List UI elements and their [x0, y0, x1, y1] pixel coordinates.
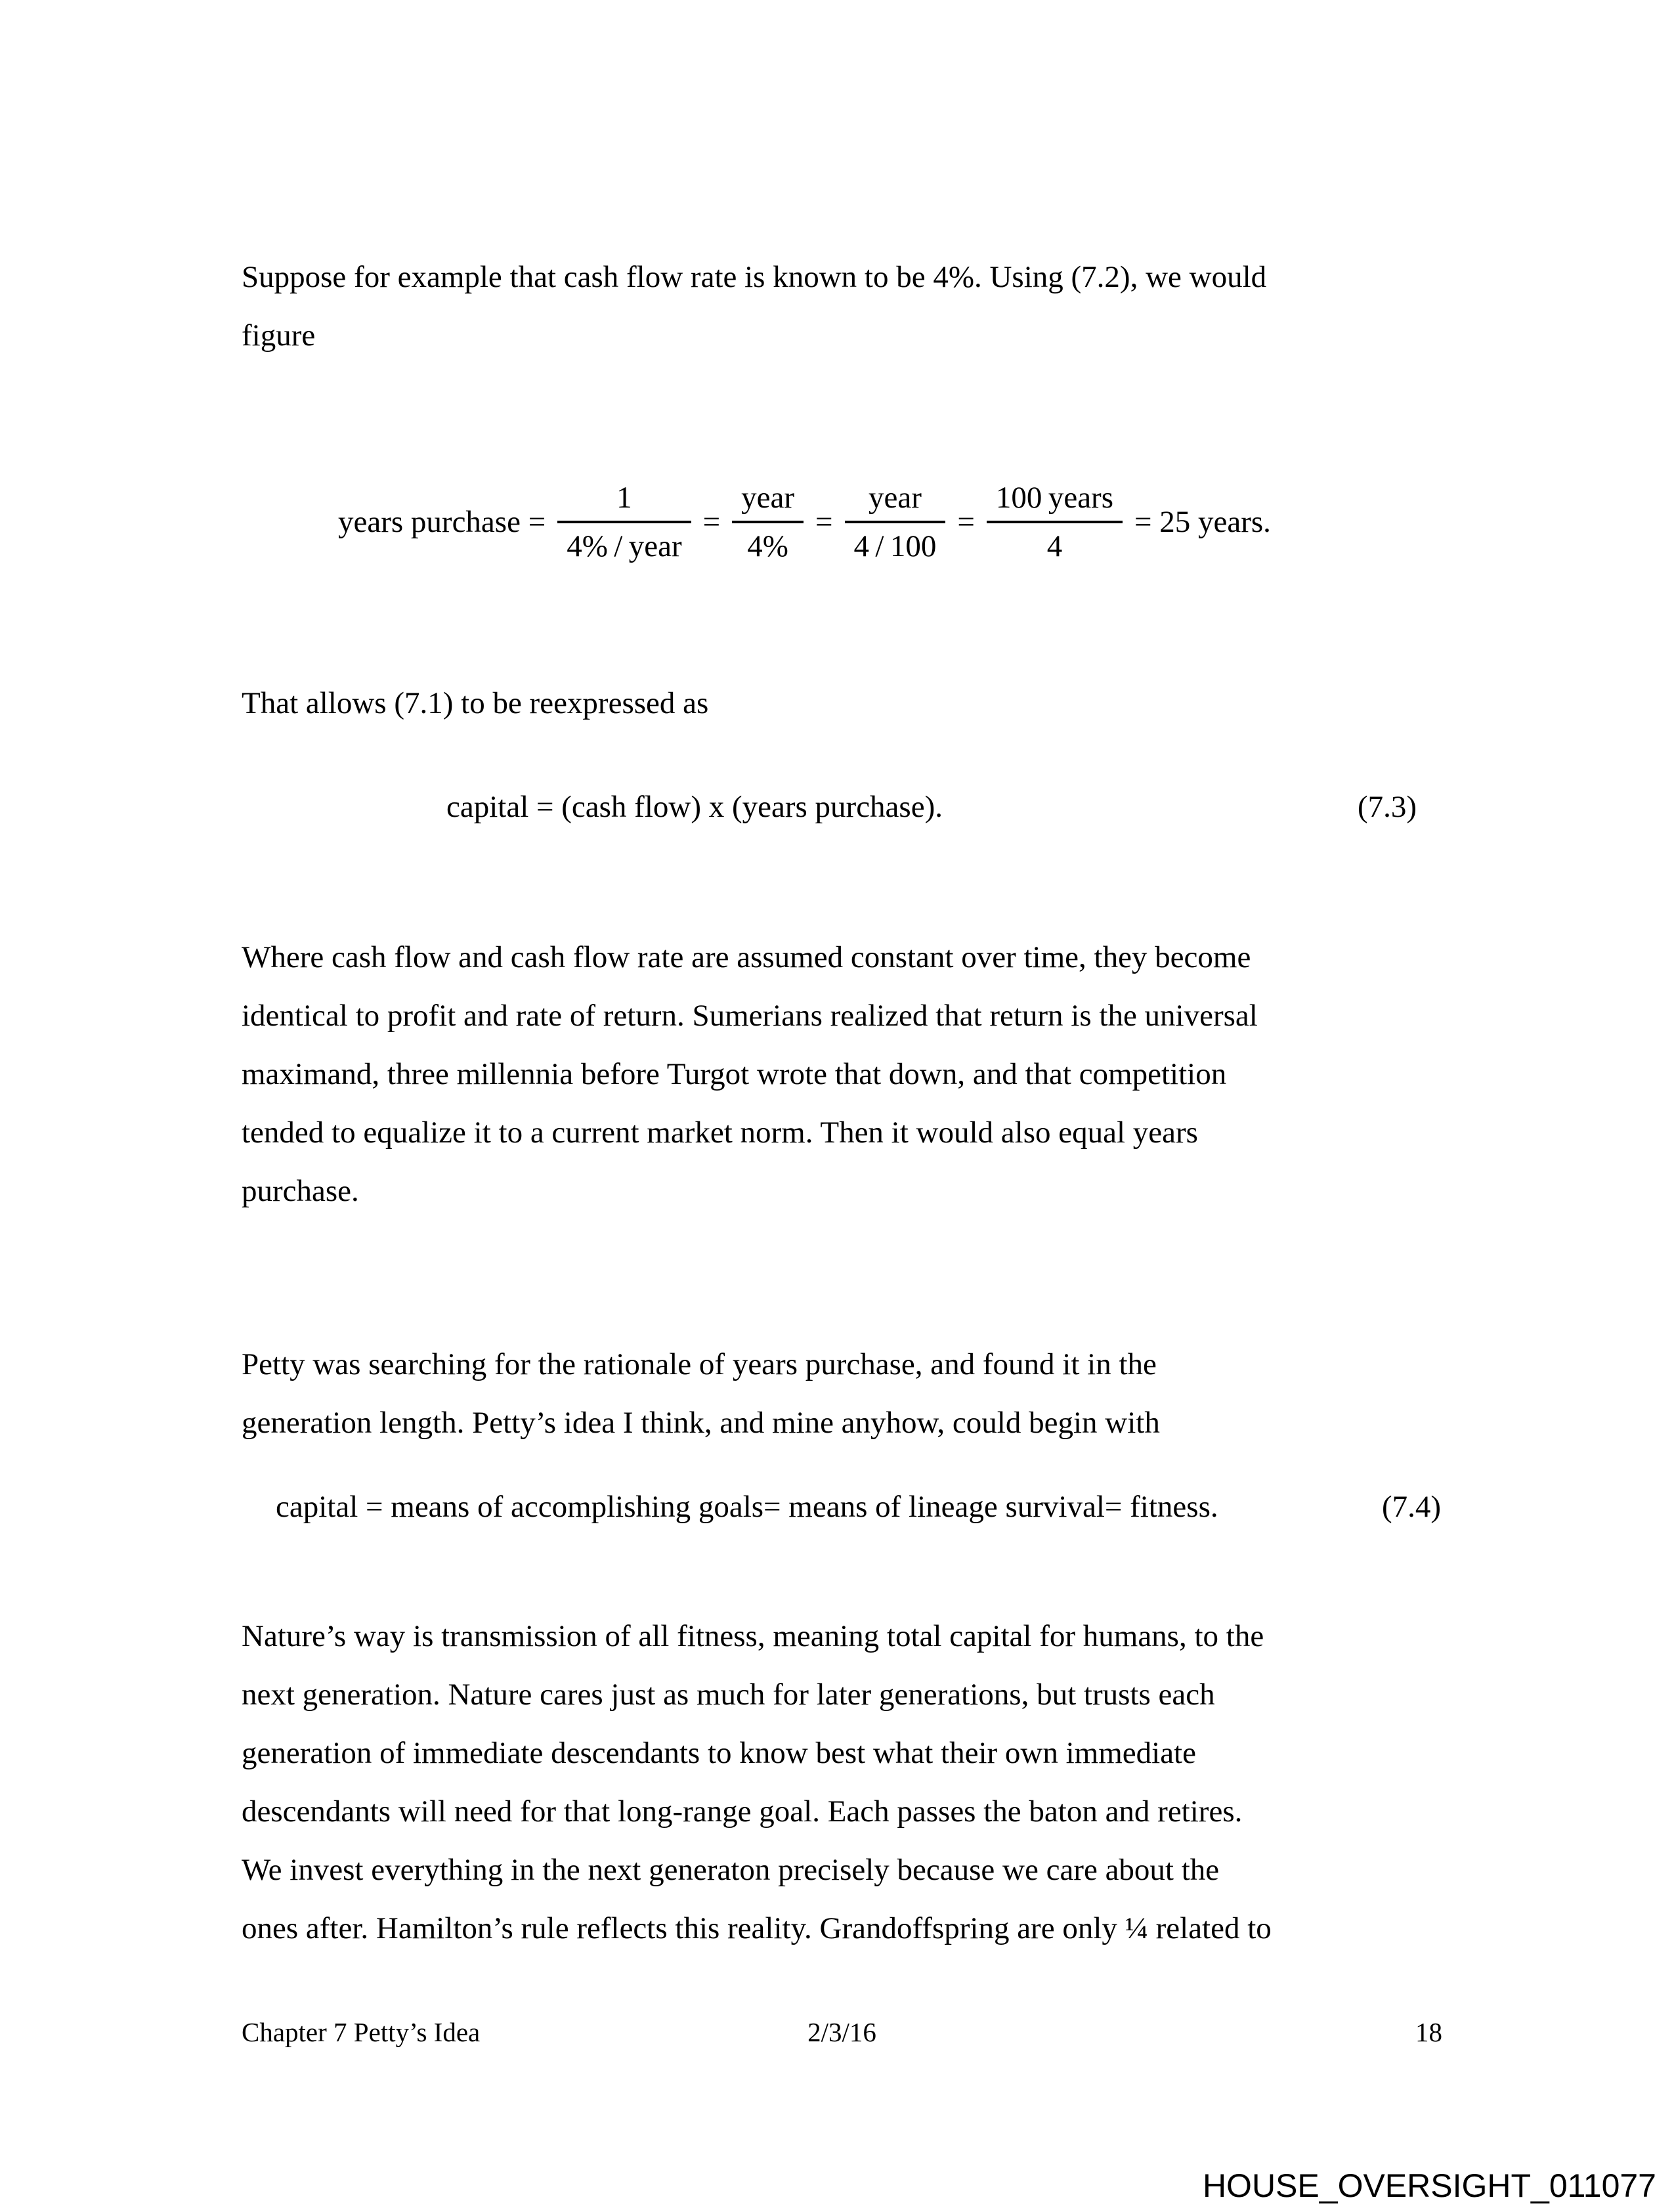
- paragraph-line: Suppose for example that cash flow rate is known to be 4%. Using (7.2), we would: [242, 260, 1267, 294]
- fraction-denominator: 4%: [747, 529, 788, 563]
- paragraph-line: next generation. Nature cares just as much for later generations, but trusts each: [242, 1678, 1215, 1712]
- fraction-denominator: 4: [1046, 529, 1063, 563]
- oversight-watermark-text: HOUSE_OVERSIGHT_011077: [1202, 2167, 1656, 2204]
- fraction: [732, 479, 804, 565]
- footer-chapter-label: Chapter 7 Petty’s Idea: [242, 2017, 481, 2047]
- intro-paragraph: [242, 248, 1266, 365]
- equation-text: capital = (cash flow) x (years purchase).: [446, 790, 943, 824]
- allows-paragraph: [242, 674, 708, 733]
- fraction-numerator: year: [845, 479, 946, 523]
- fraction: [557, 479, 691, 565]
- fraction-numerator: year: [732, 479, 804, 523]
- paragraph-line: purchase.: [242, 1174, 359, 1208]
- formula-lhs: years purchase =: [338, 505, 546, 539]
- paragraph-line: descendants will need for that long-range goal. Each passes the baton and retires.: [242, 1794, 1243, 1829]
- paragraph-line: Petty was searching for the rationale of years purchase, and found it in the: [242, 1347, 1157, 1381]
- years-purchase-derivation-formula: [338, 463, 1271, 581]
- equals-sign: =: [815, 505, 833, 539]
- fraction-numerator: 100 years: [987, 479, 1123, 523]
- fraction-denominator: 4 / 100: [853, 529, 937, 563]
- equals-sign: =: [702, 505, 721, 539]
- equation-7-3: [242, 778, 1417, 836]
- paragraph-line: tended to equalize it to a current market norm. Then it would also equal years: [242, 1116, 1198, 1150]
- fraction-denominator: 4% / year: [567, 529, 682, 563]
- paragraph-line: maximand, three millennia before Turgot wrote that down, and that competition: [242, 1057, 1227, 1091]
- paragraph-line: figure: [242, 318, 316, 353]
- paragraph-line: Nature’s way is transmission of all fitness, meaning total capital for humans, to the: [242, 1619, 1264, 1653]
- equals-sign: =: [957, 505, 975, 539]
- paragraph-line: generation length. Petty’s idea I think, and mine anyhow, could begin with: [242, 1406, 1160, 1440]
- paragraph-line: identical to profit and rate of return. Sumerians realized that return is the universal: [242, 999, 1258, 1033]
- paragraph-line: Where cash flow and cash flow rate are assumed constant over time, they become: [242, 940, 1251, 974]
- footer-page-number: 18: [1415, 2017, 1443, 2047]
- fraction: [987, 479, 1123, 565]
- equation-number-label: (7.4): [1381, 1490, 1441, 1524]
- paragraph-line: We invest everything in the next generaton precisely because we care about the: [242, 1853, 1220, 1887]
- formula-result: = 25 years.: [1134, 505, 1271, 539]
- where-paragraph: [242, 928, 1258, 1221]
- page-footer: [242, 2016, 1442, 2049]
- fraction-numerator: 1: [557, 479, 691, 523]
- equation-number-label: (7.3): [1357, 790, 1417, 824]
- petty-paragraph: [242, 1335, 1160, 1452]
- equation-7-4: [242, 1478, 1441, 1536]
- fraction: [845, 479, 946, 565]
- nature-paragraph: [242, 1607, 1272, 1958]
- paragraph-line: That allows (7.1) to be reexpressed as: [242, 686, 709, 720]
- footer-date-label: 2/3/16: [807, 2017, 876, 2047]
- paragraph-line: generation of immediate descendants to know best what their own immediate: [242, 1736, 1196, 1770]
- equation-text: capital = means of accomplishing goals= means of lineage survival= fitness.: [276, 1490, 1218, 1524]
- paragraph-line: ones after. Hamilton’s rule reflects this reality. Grandoffspring are only ¼ related to: [242, 1911, 1272, 1945]
